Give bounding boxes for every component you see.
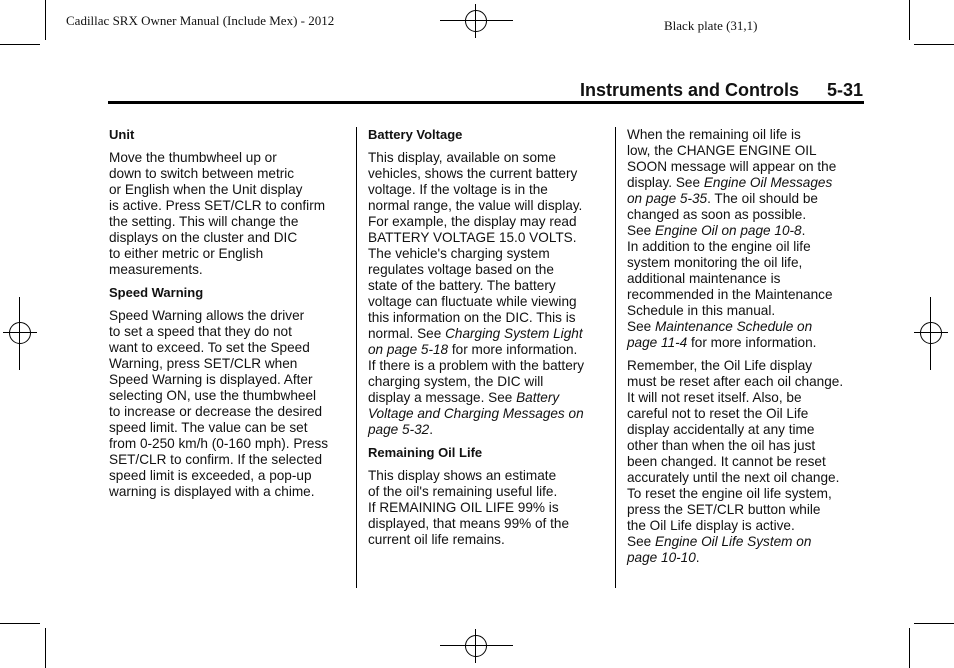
column-divider: [356, 127, 357, 588]
cross-reference-link[interactable]: Maintenance Schedule on: [654, 319, 813, 334]
text-line: If REMAINING OIL LIFE 99% is: [368, 500, 559, 515]
text-line: regulates voltage based on the: [368, 262, 554, 277]
text-line: low, the CHANGE ENGINE OIL: [627, 143, 817, 158]
cross-reference-line: [368, 326, 604, 342]
text-line: the Oil Life display is active.: [627, 518, 795, 533]
text-line: voltage. If the voltage is in the: [368, 182, 548, 197]
cross-reference-line: [368, 342, 604, 358]
crop-mark: [0, 44, 40, 45]
text-line: SOON message will appear on the: [627, 159, 837, 174]
cross-reference-line: [627, 175, 863, 191]
cross-reference-line: [627, 223, 863, 239]
crop-mark: [45, 0, 46, 40]
text-line: state of the battery. The battery: [368, 278, 556, 293]
crop-mark: [914, 623, 954, 624]
text-line: In addition to the engine oil life: [627, 239, 811, 254]
header-rule: [108, 101, 864, 104]
heading-speed-warning: Speed Warning: [109, 285, 204, 300]
text-fragment: See: [627, 319, 655, 334]
text-line: the setting. This will change the: [109, 214, 299, 229]
text-line: changed as soon as possible.: [627, 207, 807, 222]
text-line: been changed. It cannot be reset: [627, 454, 826, 469]
text-line: press the SET/CLR button while: [627, 502, 821, 517]
cross-reference-line: [627, 191, 863, 207]
cross-reference-line: [368, 390, 604, 406]
text-line: is active. Press SET/CLR to confirm: [109, 198, 326, 213]
text-line: measurements.: [109, 262, 203, 277]
cross-reference-link[interactable]: Engine Oil Messages: [703, 175, 833, 190]
registration-line: [930, 297, 931, 370]
paragraph-oil-life-reset: [627, 358, 863, 566]
paragraph-unit: [109, 150, 347, 278]
registration-line: [19, 297, 20, 370]
cross-reference-link[interactable]: on page 5-35: [627, 191, 708, 206]
text-line: current oil life remains.: [368, 532, 505, 547]
text-line: Warning, press SET/CLR when: [109, 356, 298, 371]
text-fragment: display a message. See: [368, 390, 517, 405]
text-line: this information on the DIC. This is: [368, 310, 576, 325]
registration-line: [440, 645, 513, 646]
text-line: speed limit. The value can be set: [109, 420, 308, 435]
crop-mark: [0, 623, 40, 624]
text-line: vehicles, shows the current battery: [368, 166, 578, 181]
text-line: To reset the engine oil life system,: [627, 486, 832, 501]
registration-mark-top: [459, 4, 493, 38]
text-line: Remember, the Oil Life display: [627, 358, 813, 373]
text-line: displays on the cluster and DIC: [109, 230, 298, 245]
text-line: This display, available on some: [368, 150, 556, 165]
text-fragment: display. See: [627, 175, 704, 190]
text-line: system monitoring the oil life,: [627, 255, 803, 270]
text-fragment: See: [627, 534, 655, 549]
text-line: voltage can fluctuate while viewing: [368, 294, 577, 309]
text-line: to either metric or English: [109, 246, 264, 261]
text-fragment: See: [627, 223, 655, 238]
text-line: The vehicle's charging system: [368, 246, 550, 261]
section-heading: [580, 80, 863, 101]
heading-unit: Unit: [109, 127, 135, 142]
text-line: to set a speed that they do not: [109, 324, 292, 339]
text-line: Speed Warning is displayed. After: [109, 372, 313, 387]
text-fragment: .: [695, 550, 700, 565]
text-line: It will not reset itself. Also, be: [627, 390, 802, 405]
text-line: Schedule in this manual.: [627, 303, 776, 318]
page-number: 5-31: [826, 80, 863, 100]
cross-reference-link[interactable]: page 11-4: [627, 335, 688, 350]
paragraph-remaining-oil-life: [368, 468, 604, 548]
text-fragment: .: [429, 422, 434, 437]
text-line: accurately until the next oil change.: [627, 470, 840, 485]
plate-label: Black plate (31,1): [664, 18, 758, 33]
document-title: Cadillac SRX Owner Manual (Include Mex) - 2012: [66, 13, 335, 28]
crop-mark: [909, 0, 910, 40]
column-1: [109, 127, 347, 507]
text-line: display accidentally at any time: [627, 422, 815, 437]
text-line: Move the thumbwheel up or: [109, 150, 277, 165]
text-line: displayed, that means 99% of the: [368, 516, 570, 531]
text-line: or English when the Unit display: [109, 182, 303, 197]
text-line: BATTERY VOLTAGE 15.0 VOLTS.: [368, 230, 577, 245]
text-line: must be reset after each oil change.: [627, 374, 844, 389]
text-line: Speed Warning allows the driver: [109, 308, 305, 323]
paragraph-oil-change-message: [627, 127, 863, 351]
text-line: If there is a problem with the battery: [368, 358, 585, 373]
cross-reference-link[interactable]: Voltage and Charging Messages on: [368, 406, 584, 421]
registration-mark-left: [3, 316, 37, 350]
registration-mark-bottom: [459, 629, 493, 663]
heading-remaining-oil-life: Remaining Oil Life: [368, 445, 483, 460]
text-fragment: normal. See: [368, 326, 446, 341]
text-line: careful not to reset the Oil Life: [627, 406, 809, 421]
cross-reference-line: [627, 534, 863, 550]
text-line: speed limit is exceeded, a pop-up: [109, 468, 312, 483]
cross-reference-link[interactable]: Battery: [516, 390, 560, 405]
text-fragment: for more information.: [687, 335, 817, 350]
cross-reference-link[interactable]: Engine Oil Life System on: [654, 534, 812, 549]
registration-mark-right: [914, 316, 948, 350]
text-line: down to switch between metric: [109, 166, 295, 181]
column-2: [368, 127, 604, 555]
cross-reference-line: [368, 422, 604, 438]
text-line: other than when the oil has just: [627, 438, 816, 453]
text-line: warning is displayed with a chime.: [109, 484, 315, 499]
crop-mark: [909, 628, 910, 668]
text-line: When the remaining oil life is: [627, 127, 801, 142]
heading-battery-voltage: Battery Voltage: [368, 127, 463, 142]
text-fragment: .: [801, 223, 806, 238]
cross-reference-link[interactable]: Engine Oil on page 10-8: [654, 223, 802, 238]
text-line: additional maintenance is: [627, 271, 781, 286]
paragraph-battery-voltage: [368, 150, 604, 438]
text-line: SET/CLR to confirm. If the selected: [109, 452, 323, 467]
cross-reference-line: [627, 550, 863, 566]
text-line: of the oil's remaining useful life.: [368, 484, 558, 499]
cross-reference-link[interactable]: page 5-32: [368, 422, 430, 437]
crop-mark: [45, 628, 46, 668]
text-line: to increase or decrease the desired: [109, 404, 323, 419]
text-line: recommended in the Maintenance: [627, 287, 833, 302]
paragraph-speed-warning: [109, 308, 347, 500]
text-line: For example, the display may read: [368, 214, 577, 229]
text-line: charging system, the DIC will: [368, 374, 544, 389]
text-fragment: . The oil should be: [707, 191, 818, 206]
text-line: normal range, the value will display.: [368, 198, 583, 213]
cross-reference-link[interactable]: on page 5-18: [368, 342, 449, 357]
cross-reference-line: [627, 335, 863, 351]
cross-reference-line: [627, 319, 863, 335]
crop-mark: [914, 44, 954, 45]
column-divider: [615, 127, 616, 588]
text-line: This display shows an estimate: [368, 468, 557, 483]
cross-reference-link[interactable]: page 10-10: [627, 550, 696, 565]
cross-reference-line: [368, 406, 604, 422]
text-line: selecting ON, use the thumbwheel: [109, 388, 317, 403]
text-line: from 0-250 km/h (0-160 mph). Press: [109, 436, 329, 451]
section-title: Instruments and Controls: [579, 80, 799, 100]
registration-line: [440, 20, 513, 21]
column-3: [627, 127, 863, 573]
text-line: want to exceed. To set the Speed: [109, 340, 310, 355]
text-fragment: for more information.: [448, 342, 578, 357]
cross-reference-link[interactable]: Charging System Light: [445, 326, 583, 341]
